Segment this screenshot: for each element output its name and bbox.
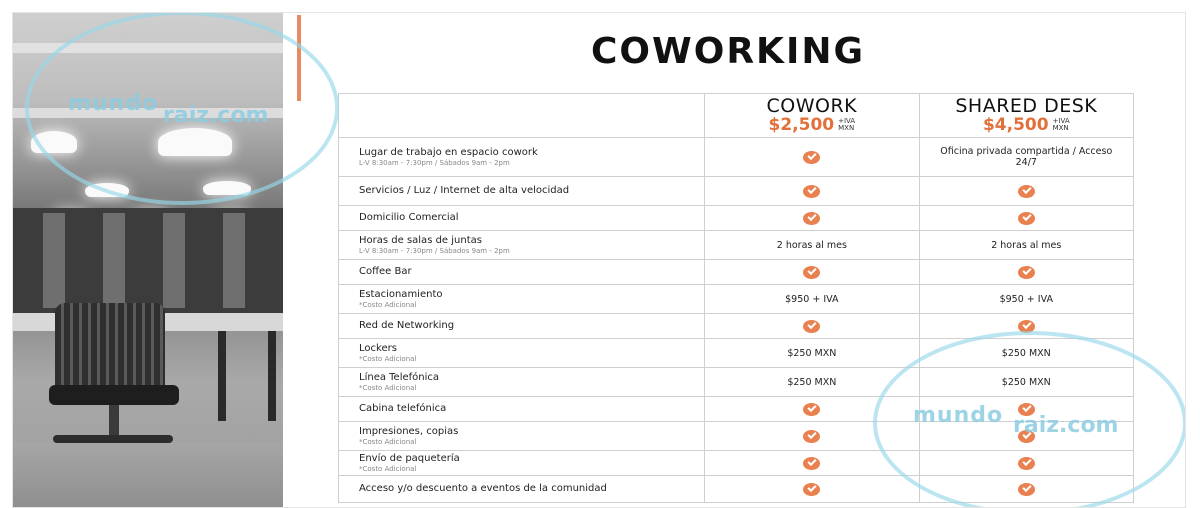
feature-cell — [339, 451, 704, 475]
cell-value: $250 MXN — [787, 347, 837, 359]
plan-name: COWORK — [766, 95, 858, 117]
shared-desk-cell — [919, 260, 1133, 284]
cowork-cell — [704, 138, 918, 176]
feature-note: L-V 8:30am - 7:30pm / Sábados 9am - 2pm — [359, 159, 510, 167]
cell-value: $250 MXN — [787, 376, 837, 388]
feature-label: Lugar de trabajo en espacio cowork — [359, 147, 538, 158]
feature-label: Red de Networking — [359, 320, 455, 331]
page-title: COWORKING — [590, 31, 866, 72]
cowork-cell — [704, 206, 918, 230]
table-row — [339, 259, 1133, 284]
shared-desk-cell — [919, 138, 1133, 176]
shared-desk-cell — [919, 177, 1133, 205]
checkmark-icon — [803, 266, 820, 279]
feature-label: Coffee Bar — [359, 266, 412, 277]
feature-label: Cabina telefónica — [359, 403, 447, 414]
feature-label: Domicilio Comercial — [359, 212, 459, 223]
checkmark-icon — [803, 320, 820, 333]
checkmark-icon — [1018, 185, 1035, 198]
header-blank — [339, 94, 704, 137]
cell-value: $250 MXN — [1001, 347, 1051, 359]
plan-price: $2,500 — [768, 115, 835, 135]
plan-name: SHARED DESK — [955, 95, 1098, 117]
checkmark-icon — [803, 483, 820, 496]
checkmark-icon — [803, 151, 820, 164]
cell-value: 2 horas al mes — [991, 239, 1062, 251]
feature-label: Estacionamiento — [359, 289, 443, 300]
cell-value: $950 + IVA — [999, 293, 1053, 305]
feature-cell — [339, 177, 704, 205]
table-row — [339, 284, 1133, 313]
feature-label: Lockers — [359, 343, 397, 354]
feature-cell — [339, 285, 704, 313]
price-tax-label: +IVA — [838, 117, 856, 125]
shared-desk-cell — [919, 206, 1133, 230]
checkmark-icon — [803, 212, 820, 225]
checkmark-icon — [1018, 266, 1035, 279]
cowork-cell — [704, 476, 918, 502]
price-tax-label: +IVA — [1052, 117, 1070, 125]
watermark-text: raiz.com — [1013, 413, 1119, 438]
feature-cell — [339, 138, 704, 176]
cowork-cell — [704, 285, 918, 313]
cowork-cell — [704, 314, 918, 338]
price-currency-label: MXN — [838, 124, 855, 132]
cell-value: 2 horas al mes — [776, 239, 847, 251]
feature-note: *Costo Adicional — [359, 301, 417, 309]
table-row — [339, 137, 1133, 176]
cowork-cell — [704, 177, 918, 205]
checkmark-icon — [803, 185, 820, 198]
table-row — [339, 205, 1133, 230]
table-row — [339, 230, 1133, 259]
cell-value: $950 + IVA — [785, 293, 839, 305]
watermark-text: mundo — [68, 91, 159, 116]
feature-label: Horas de salas de juntas — [359, 235, 482, 246]
cowork-cell — [704, 260, 918, 284]
feature-note: *Costo Adicional — [359, 384, 417, 392]
feature-label: Impresiones, copias — [359, 426, 459, 437]
feature-cell — [339, 476, 704, 502]
cell-value: $250 MXN — [1001, 376, 1051, 388]
feature-cell — [339, 206, 704, 230]
feature-note: L-V 8:30am - 7:30pm / Sábados 9am - 2pm — [359, 247, 510, 255]
feature-label: Acceso y/o descuento a eventos de la comunidad — [359, 483, 607, 494]
feature-cell — [339, 397, 704, 421]
table-row — [339, 176, 1133, 205]
cell-value: Oficina privada compartida / Acceso 24/7 — [940, 146, 1113, 168]
cowork-cell — [704, 231, 918, 259]
checkmark-icon — [803, 403, 820, 416]
feature-cell — [339, 368, 704, 396]
feature-note: *Costo Adicional — [359, 465, 417, 473]
feature-cell — [339, 314, 704, 338]
plan-header-cowork — [704, 94, 918, 137]
watermark-text: mundo — [913, 403, 1004, 428]
pricing-flyer — [12, 12, 1186, 508]
shared-desk-cell — [919, 285, 1133, 313]
feature-cell — [339, 422, 704, 450]
feature-cell — [339, 260, 704, 284]
shared-desk-cell — [919, 231, 1133, 259]
table-header-row — [339, 94, 1133, 137]
feature-cell — [339, 339, 704, 367]
watermark-text: raiz.com — [163, 103, 269, 128]
feature-note: *Costo Adicional — [359, 438, 417, 446]
feature-label: Servicios / Luz / Internet de alta velocidad — [359, 185, 570, 196]
checkmark-icon — [803, 430, 820, 443]
cowork-cell — [704, 339, 918, 367]
feature-label: Envío de paquetería — [359, 453, 460, 464]
checkmark-icon — [803, 457, 820, 470]
plan-price: $4,500 — [982, 115, 1049, 135]
feature-cell — [339, 231, 704, 259]
feature-note: *Costo Adicional — [359, 355, 417, 363]
plan-header-shared-desk — [919, 94, 1133, 137]
checkmark-icon — [1018, 212, 1035, 225]
feature-label: Línea Telefónica — [359, 372, 440, 383]
price-currency-label: MXN — [1052, 124, 1069, 132]
